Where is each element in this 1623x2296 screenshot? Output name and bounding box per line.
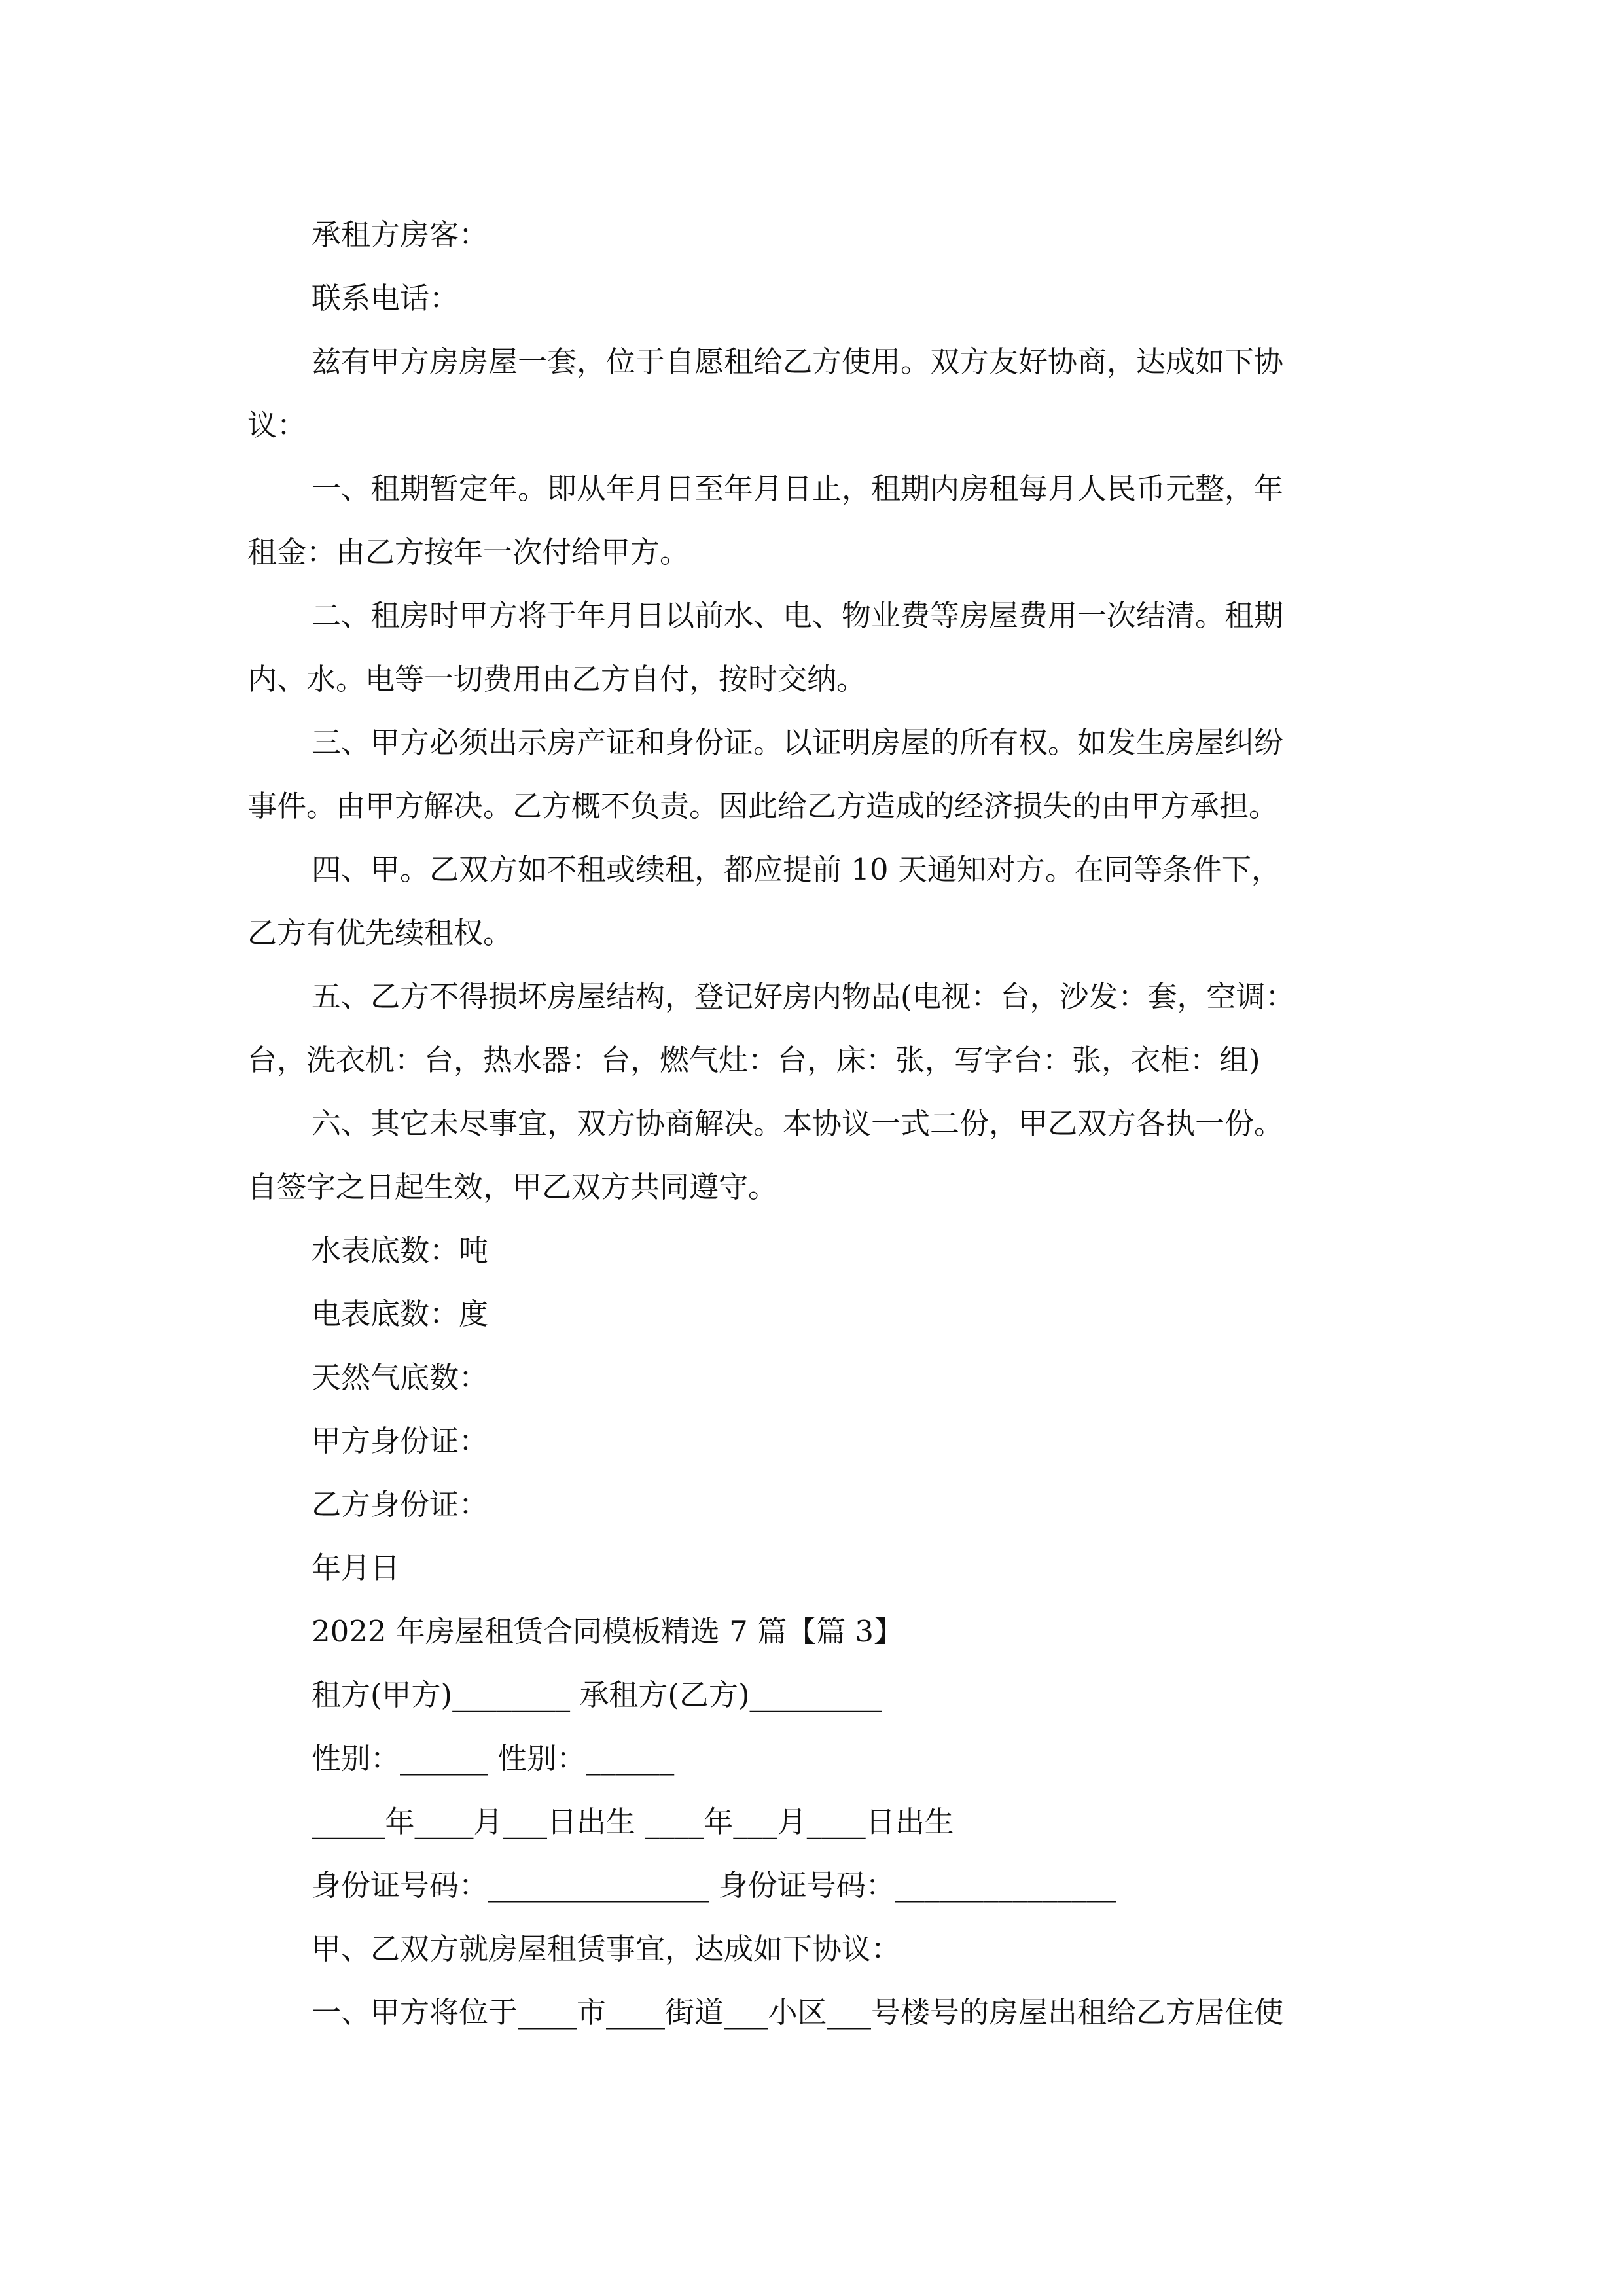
clause-4-line-1: 四、甲。乙双方如不租或续租，都应提前 10 天通知对方。在同等条件下， [312,852,1281,887]
party-a-id-line: 甲方身份证： [312,1424,489,1458]
section-3-clause-1-line: 一、甲方将位于____市____街道___小区___号楼号的房屋出租给乙方居住使 [312,1995,1284,2030]
water-meter-line: 水表底数：吨 [312,1233,489,1268]
date-line: 年月日 [312,1551,401,1585]
intro-paragraph-line-1: 兹有甲方房房屋一套，位于自愿租给乙方使用。双方友好协商，达成如下协 [312,344,1284,379]
gas-meter-line: 天然气底数： [312,1360,489,1395]
electric-meter-line: 电表底数：度 [312,1297,489,1331]
clause-3-line-1: 三、甲方必须出示房产证和身份证。以证明房屋的所有权。如发生房屋纠纷 [312,725,1284,760]
gender-line: 性别：______ 性别：______ [312,1741,675,1776]
tenant-line: 承租方房客： [312,217,489,252]
clause-3-line-2: 事件。由甲方解决。乙方概不负责。因此给乙方造成的经济损失的由甲方承担。 [247,789,1279,823]
clause-4-line-2: 乙方有优先续租权。 [247,916,513,950]
clause-5-line-2: 台，洗衣机：台，热水器：台，燃气灶：台，床：张，写字台：张，衣柜：组) [247,1043,1260,1077]
clause-6-line-1: 六、其它未尽事宜，双方协商解决。本协议一式二份，甲乙双方各执一份。 [312,1106,1284,1141]
clause-5-line-1: 五、乙方不得损坏房屋结构，登记好房内物品(电视：台，沙发：套，空调： [312,979,1295,1014]
party-b-id-line: 乙方身份证： [312,1487,489,1522]
clause-1-line-2: 租金：由乙方按年一次付给甲方。 [247,535,690,569]
parties-line: 租方(甲方)________ 承租方(乙方)_________ [312,1677,883,1712]
agreement-intro-line: 甲、乙双方就房屋租赁事宜，达成如下协议： [312,1931,901,1966]
section-heading: 2022 年房屋租赁合同模板精选 7 篇【篇 3】 [312,1614,904,1649]
id-number-line: 身份证号码：_______________ 身份证号码：_______________ [312,1868,1116,1903]
clause-1-line-1: 一、租期暂定年。即从年月日至年月日止，租期内房租每月人民币元整，年 [312,471,1284,506]
birth-date-line: _____年____月___日出生 ____年___月____日出生 [312,1804,954,1839]
clause-2-line-1: 二、租房时甲方将于年月日以前水、电、物业费等房屋费用一次结清。租期 [312,598,1284,633]
intro-paragraph-line-2: 议： [247,408,307,442]
phone-line: 联系电话： [312,281,459,315]
clause-6-line-2: 自签字之日起生效，甲乙双方共同遵守。 [247,1170,778,1204]
document-body [247,203,1386,2044]
clause-2-line-2: 内、水。电等一切费用由乙方自付，按时交纳。 [247,662,866,696]
